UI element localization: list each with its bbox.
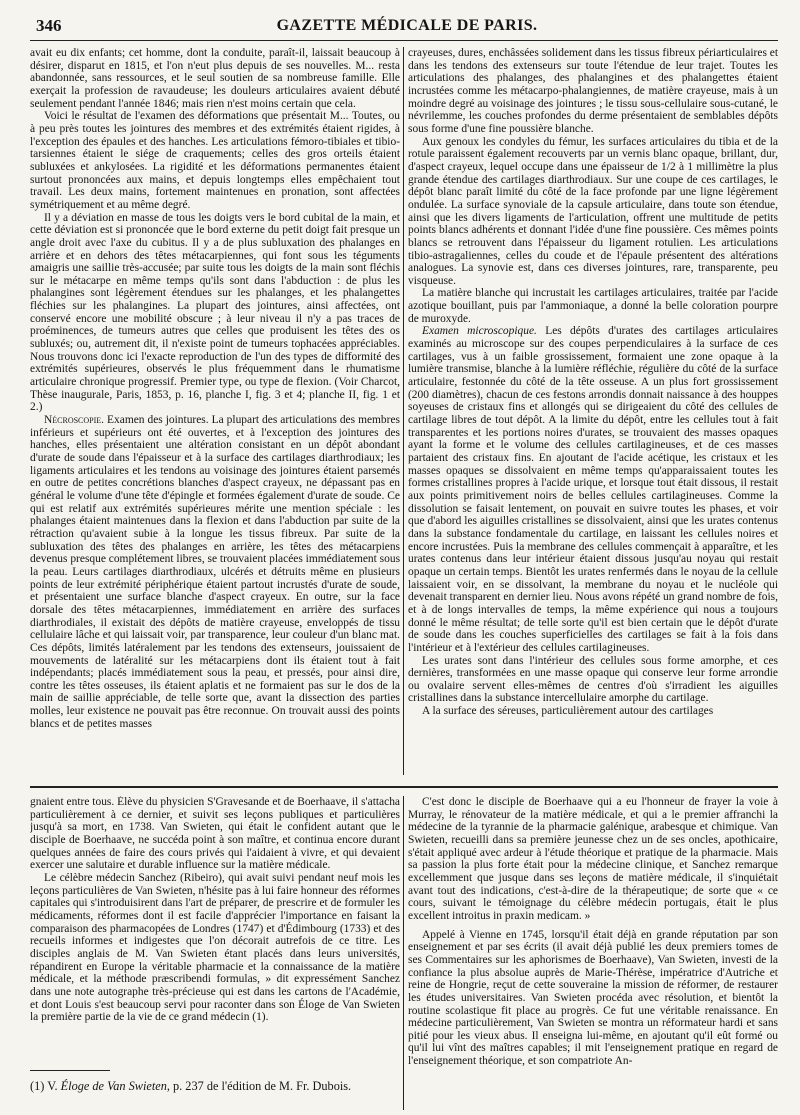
thesis-title xyxy=(0,0,1,1)
footnote-marker: (1) V. xyxy=(30,1079,58,1093)
paragraph-body: Examen des jointures. La plupart des articulations des membres inférieurs et supérieurs ont été ouvertes, et à l'exception des jointures des hanches, elles présentaient une altération consistant en un dépôt abondant d'urate de soude dans l'épaisseur et à la surface des cartilages diarthrodiaux; les ligaments articulaires et les tendons au voisinage des jointures étaient parsemés en outre de petites concrétions blanches d'aspect crayeux, ne dépassant pas en général le volume d'une tête d'épingle et formées également d'urate de soude. Ce qui est relatif aux extrémités supérieures mérite une mention spéciale : les phalanges étaient maintenues dans la flexion et dans l'abduction par suite de la rétraction qu'avaient subie à la longue les tissus fibreux. Par suite de la subluxation des têtes des phalanges en arrière, les têtes des métacarpiens devenus presque complétement libres, se trouvaient placées immédiatement sous la peau. Leurs cartilages diarthrodiaux, ulcérés et détruits même en plusieurs points de leur extrémité périphérique étaient partout incrustés d'urate de soude, et présentaient une surface blanche d'aspect crayeux. En outre, sur la face dorsale des têtes métacarpiennes, immédiatement en arrière des surfaces diarthrodiales, il existait des dépôts de matière crayeuse, enveloppés de tissu cellulaire lâche et qui laissait voir, par transparence, leur couleur d'un blanc mat. Ces dépôts, limités latéralement par les tendons des extenseurs, jouissaient de mouvements de latéralité sur les métacarpiens dont ils étaient tout à fait indépendants; placés immédiatement sous la peau, et pressés, pour ainsi dire, contre les têtes osseuses, ils étaient aplatis et ne formaient pas sur le dos de la main de saillie appréciable, de telle sorte que, avant la dissection des parties molles, leur existence ne pouvait pas être reconnue. On trouvait aussi des points blancs et de petites masses xyxy=(30,414,400,730)
column-rule xyxy=(403,796,404,1110)
paragraph: gnaient entre tous. Élève du physicien S'Gravesande et de Boerhaave, il s'attacha particulièrement à ce dernier, et suivit ses leçons publiques et particulières jusqu'à sa mort, en 1738. Van Swieten, qui était le confident autant que le disciple de Boerhaave, ne succéda point à son maître, et continua encore durant quelques années de faire des cours privés qui l'aidaient à vivre, et qui devaient exercer une salutaire et durable influence sur la matière médicale. xyxy=(30,796,400,872)
paragraph: Aux genoux les condyles du fémur, les surfaces articulaires du tibia et de la rotule paraissent également recouverts par un vernis blanc opaque, brillant, dur, d'aspect crayeux, lequel occupe dans une épaisseur de 1/2 à 1 millimètre la plus grande étendue des cartilages diarthrodiaux. Sur une coupe de ces cartilages, le dépôt blanc paraît limité du côté de la face profonde par une ligne légèrement ondulée. La surface synoviale de la capsule articulaire, dans toute son étendue, ainsi que les divers ligaments de l'articulation, offrent une multitude de petits points blancs adhérents et donnant l'idée d'une fine poussière. Ces mêmes points blancs se retrouvent dans l'épaisseur du ligament rotulien. Les articulations tibio-astragaliennes, celles du coude et de l'épaule présentent des altérations analogues. La synovie est, dans ces diverses jointures, rare, transparente, peu visqueuse. xyxy=(408,135,778,287)
paragraph xyxy=(30,414,400,730)
footnote-title: Éloge de Van Swieten xyxy=(60,1079,167,1093)
paragraph: crayeuses, dures, enchâssées solidement dans les tissus fibreux périarticulaires et dans les tendons des extenseurs sur toute l'étendue de leur trajet. Toutes les articulations des phalanges, des phalangines et des phalangettes étaient incrustées comme les métacarpo-phalangiennes, de matière crayeuse, mais à un moindre degré au voisinage des jointures ; le tissu sous-cellulaire sous-cutané, le névrilemme, les couches profondes du derme présentaient de semblables dépôts sous forme d'une fine poussière blanche. xyxy=(408,47,778,135)
article-bottom-right-column xyxy=(408,796,778,1110)
necropsy-label: Nécroscopie. xyxy=(44,414,105,427)
article-top-left-column xyxy=(30,47,400,775)
paragraph: Voici le résultat de l'examen des déformations que présentait M... Toutes, ou à peu près toutes les jointures des membres et des extrémités étaient rigides, à l'exception des épaules et des hanches. Les articulations fémoro-tibiales et tibio-tarsiennes étaient le siége de craquements; celles des gros orteils étaient subluxées et ankylosées. La rigidité et les déformations permanentes étaient surtout prononcées aux mains, et depuis longtemps elles empêchaient tout travail. Les deux mains, fortement maintenues en pronation, sont affectées symétriquement et au même degré. xyxy=(30,110,400,211)
microscopy-label: Examen microscopique. xyxy=(422,325,537,338)
paragraph xyxy=(408,325,778,654)
paragraph: C'est donc le disciple de Boerhaave qui a eu l'honneur de frayer la voie à Murray, le rénovateur de la matière médicale, et qui a le premier affranchi la médecine de la tyrannie de la pharmacie galénique, arabesque et chimique. Van Swieten, recueilli dans sa première jeunesse chez un de ses oncles, apothicaire, s'était appliqué avec ardeur à l'étude théorique et pratique de la pharmacie. Mais sa passion la plus forte était pour la médecine clinique, et Sanchez remarque excellemment que jusque dans ses leçons de matière médicale, il s'inquiétait avant tout des indications, c'est-à-dire de la thérapeutique; de sorte que « ce cours, suivant le témoignage du célèbre médecin portugais, était le plus excellent introitus in praxin medicam. » xyxy=(408,796,778,922)
section-rule xyxy=(30,786,778,788)
paragraph: Il y a déviation en masse de tous les doigts vers le bord cubital de la main, et cette déviation est si prononcée que le bord externe du petit doigt fait presque un angle droit avec l'axe du cubitus. Il y a de plus subluxation des phalanges en arrière et en dehors des têtes métacarpiennes, qui font sous les téguments amaigris une saillie très-accusée; par suite tous les doigts de la main sont fléchis sur le métacarpe en même temps qu'ils sont dans l'abduction : de plus les phalangines sont légèrement étendues sur les phalanges, et les phalangettes fléchies sur les phalangines. La plupart des jointures, ainsi affectées, ont conservé encore une mobilité obscure ; à leur niveau il n'y a pas traces de proéminences, de tumeurs autres que celles que produisent les têtes des os subluxés; ou, autrement dit, il n'existe point de tumeurs tophacées appréciables. Nous trouvons donc ici l'exacte reproduction de l'un des types de difformité des extrémités supérieures, observés le plus fréquemment dans le rhumatisme articulaire chronique progressif. Premier type, ou type de flexion. (Voir Charcot, Thèse inaugurale, Paris, 1853, p. 16, planche I, fig. 3 et 4; planche II, fig. 1 et 2.) xyxy=(30,211,400,414)
article-bottom-left-column xyxy=(30,796,400,1062)
paragraph: A la surface des séreuses, particulièrement autour des cartilages xyxy=(422,705,714,718)
footnote-rule xyxy=(30,1070,110,1071)
paragraph: Les urates sont dans l'intérieur des cellules sous forme amorphe, et ces dernières, transformées en une masse opaque qui conserve leur forme arrondie ou ovalaire servent elles-mêmes de centres d'où s'irradient les aiguilles cristallines dans la substance intercellulaire amorphe du cartilage. xyxy=(408,654,778,705)
article-top-right-column xyxy=(408,47,778,775)
paragraph: Appelé à Vienne en 1745, lorsqu'il était déjà en grande réputation par son enseignement et par ses écrits (il avait déjà publié les deux premiers tomes de ses Commentaires sur les aphorismes de Boerhaave), Van Swieten, investi de la confiance la plus absolue auprès de Marie-Thérèse, impératrice d'Autriche et reine de Hongrie, reçut de cette souveraine la mission de réformer, de restaurer les études universitaires. Van Swieten procéda avec résolution, et bientôt la routine scolastique fit place au progrès. Ce fut une véritable renaissance. En médecine particulièrement, Van Swieten se montra un réformateur hardi et sans pitié pour les vieux abus. Il enseigna lui-même, en ajoutant qu'il eût formé ou qu'il lui vînt des maîtres capables; il mit l'enseignement pratique en regard de l'enseignement théorique, et son compatriote An- xyxy=(408,928,778,1068)
paragraph: La matière blanche qui incrustait les cartilages articulaires, traitée par l'acide azotique bouillant, puis par l'ammoniaque, a donné la belle coloration pourpre de muroxyde. xyxy=(408,287,778,325)
paragraph: Le célèbre médecin Sanchez (Ribeiro), qui avait suivi pendant neuf mois les leçons particulières de Van Swieten, n'hésite pas à lui faire honneur des réformes capitales qui s'introduisirent dans l'art de préparer, de prescrire et de formuler les médicaments, réformes dont il est facile d'apprécier l'importance en faisant la comparaison des pharmacopées de Londres (1747) et d'Édimbourg (1733) et des recueils informes et indigestes que l'on décorait autrefois de ce titre. Les disciples anglais de M. Van Swieten étant placés dans leurs universités, répandirent en Europe la véritable pharmacie et la connaissance de la matière médicale, et la méthode præscribendi formulas, » dit expressément Sanchez dans une note autographe très-précieuse qui est dans les cartons de l'Académie, et dont Louis s'est beaucoup servi pour raconter dans son Éloge de Van Swieten la première partie de la vie de ce grand médecin (1). xyxy=(30,871,400,1024)
footnote xyxy=(30,1079,402,1093)
page-header xyxy=(36,16,778,38)
paragraph-body: Les dépôts d'urates des cartilages articulaires examinés au microscope sur des coupes perpendiculaires à la surface de ces cartilages, vus à un faible grossissement, formaient une zone opaque à la lumière transmise, blanche à la lumière réfléchie, régulière du côté de la surface articulaire, festonnée du côté de la tête osseuse. A un plus fort grossissement (200 diamètres), chacun de ces festons arrondis donnait naissance à des houppes soyeuses de cristaux fins et allongés qui se dirigeaient du côté des cellules de cartilage libres de tout dépôt. A la limite du dépôt, entre les cellules tout à fait transparentes et les portions noires d'urates, se trouvaient des masses opaques ayant la forme et le volume des cellules cartilagineuses, et de ces masses partaient des cristaux fins. En ajoutant de l'acide acétique, les cristaux et les masses opaques se dissolvaient en même temps qu'apparaissaient toutes les formes cristallines propres à l'acide urique, et lorsque tout était dissous, il restait aux points primitivement noirs de belles cellules cartilagineuses. Comme la dissolution se faisait lentement, on pouvait en suivre toutes les phases, et voir que d'abord les aiguilles cristallines se dissolvaient, ainsi que les urates contenus dans la substance fondamentale du cartilage, en laissant les cellules noires et encore incrustées. Puis la membrane des cellules commençait à apparaître, et les urates contenus dans leur intérieur étaient dissous jusqu'au noyau qui restait opaque un certain temps. Bientôt les urates renfermés dans le noyau de la cellule laissaient voir, en se dissolvant, la membrane du noyau et le nucléole qui devenait transparent en dernier lieu. Nous avons répété un grand nombre de fois, et à de longs intervalles de temps, la même expérience qui nous a toujours donné le même résultat; de telle sorte qu'il est bien certain que le dépôt d'urate de soude dans les couches superficielles des cartilages se fait à la fois dans l'intérieur et à l'extérieur des cellules cartilagineuses. xyxy=(408,325,778,654)
header-rule xyxy=(30,40,778,41)
footnote-text: , p. 237 de l'édition de M. Fr. Dubois. xyxy=(166,1079,352,1093)
journal-title: GAZETTE MÉDICALE DE PARIS. xyxy=(276,17,538,34)
paragraph: avait eu dix enfants; cet homme, dont la conduite, paraît-il, laissait beaucoup à désirer, disparut en 1815, et l'on n'eut plus depuis de ses nouvelles. M... resta abandonnée, sans ressources, et le seul soutien de sa nombreuse famille. Elle exerçait la profession de ravaudeuse; les douleurs articulaires avaient débuté seulement pendant l'année 1846; mais rien n'est moins certain que cela. xyxy=(30,47,400,110)
column-rule xyxy=(403,47,404,775)
page-number: 346 xyxy=(36,16,62,35)
